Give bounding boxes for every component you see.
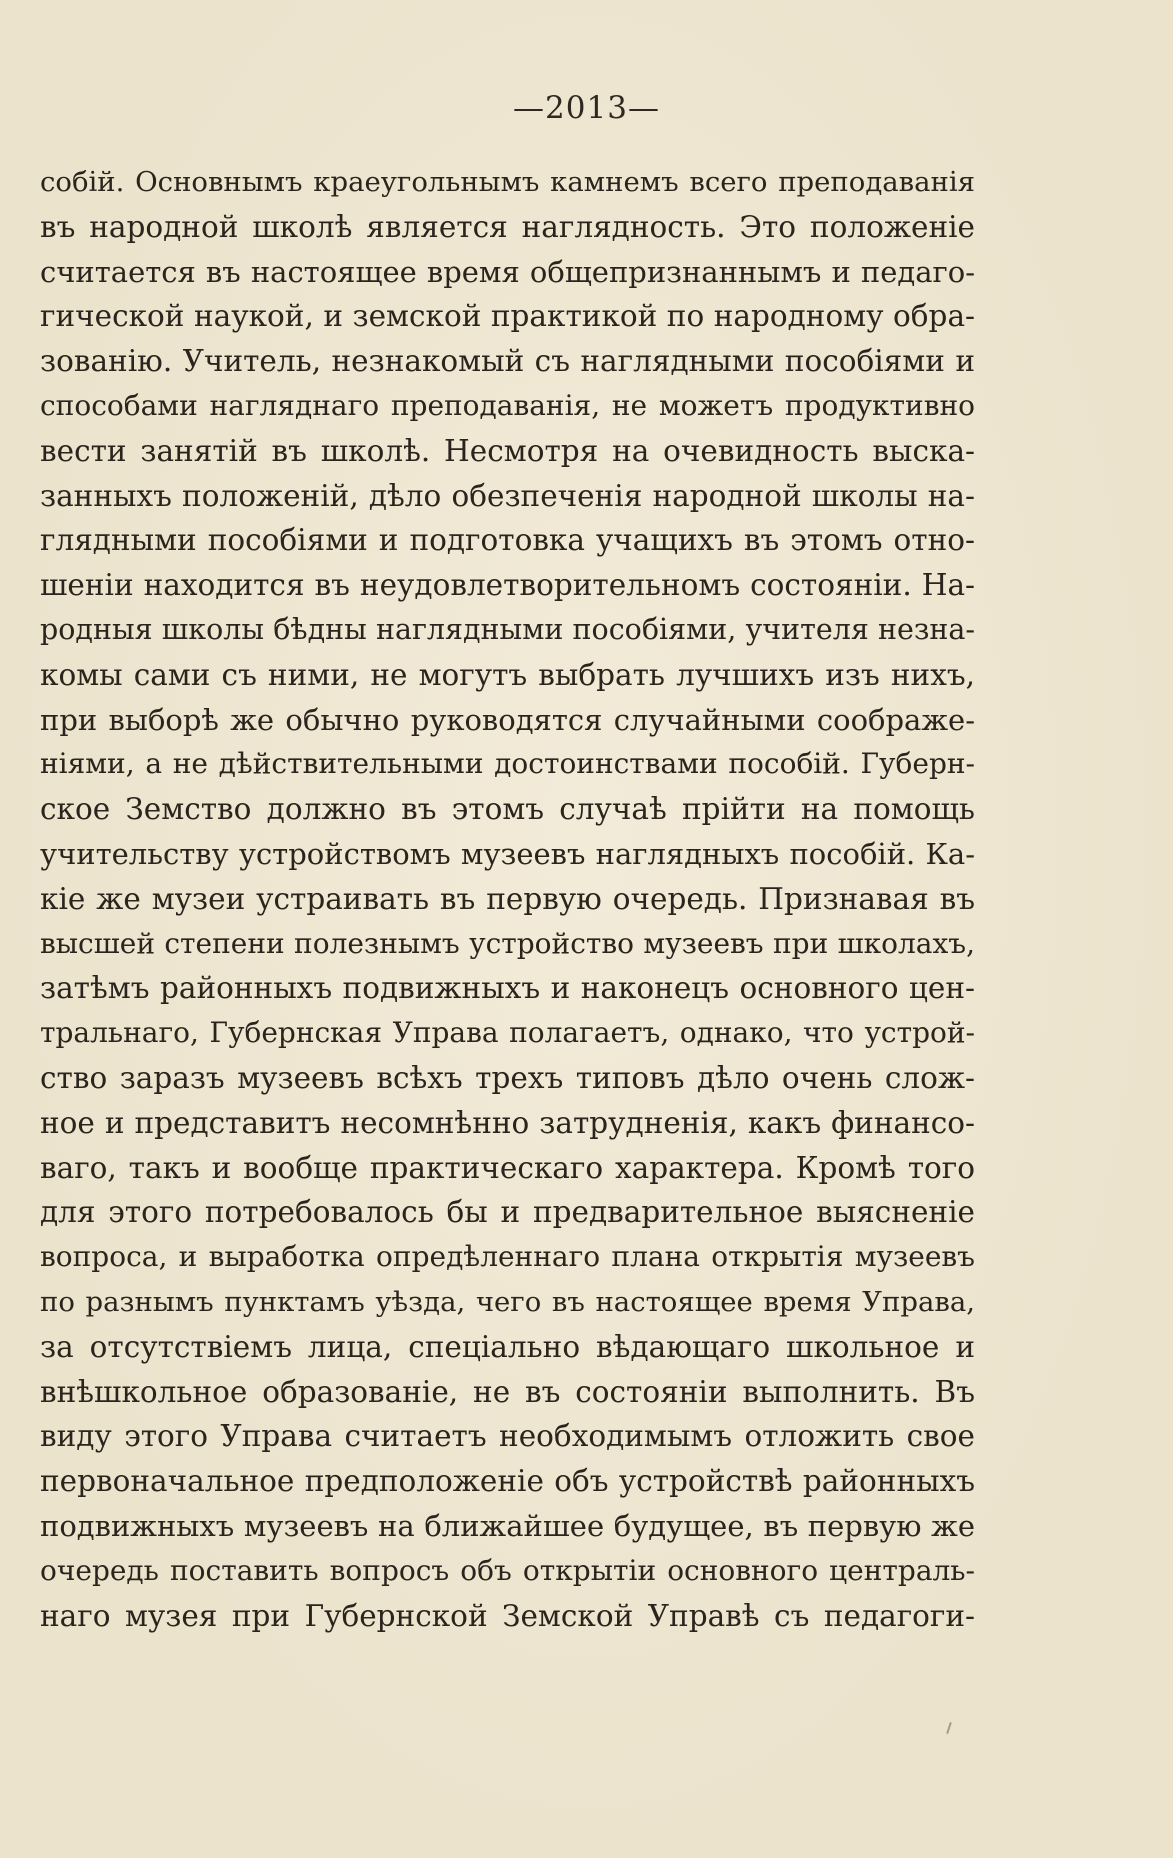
text-line: внѣшкольное образованіе, не въ состояніи выполнить. Въ xyxy=(40,1374,975,1409)
text-line: гической наукой, и земской практикой по народному обра- xyxy=(40,299,975,334)
text-line: ваго, такъ и вообще практическаго характера. Кромѣ того xyxy=(40,1150,975,1185)
text-line: очередь поставить вопросъ объ открытіи основного централь- xyxy=(40,1553,975,1587)
text-line: вопроса, и выработка опредѣленнаго плана открытія музеевъ xyxy=(40,1240,975,1274)
text-line: шеніи находится въ неудовлетворительномъ состояніи. На- xyxy=(40,568,975,603)
text-line: затѣмъ районныхъ подвижныхъ и наконецъ основного цен- xyxy=(40,971,975,1006)
text-line: считается въ настоящее время общепризнаннымъ и педаго- xyxy=(40,254,975,289)
text-line: ство заразъ музеевъ всѣхъ трехъ типовъ дѣло очень слож- xyxy=(40,1060,975,1095)
text-line: высшей степени полезнымъ устройство музеевъ при школахъ, xyxy=(40,926,975,960)
text-line: въ народной школѣ является наглядность. Это положеніе xyxy=(40,209,975,244)
page-number: —2013— xyxy=(513,90,660,126)
text-line: первоначальное предположеніе объ устройствѣ районныхъ xyxy=(40,1464,975,1499)
text-line: занныхъ положеній, дѣло обезпеченія народной школы на- xyxy=(40,478,975,513)
text-line: виду этого Управа считаетъ необходимымъ отложить свое xyxy=(40,1419,975,1454)
text-line: ніями, а не дѣйствительными достоинствами пособій. Губерн- xyxy=(40,747,975,781)
text-line: собій. Основнымъ краеугольнымъ камнемъ всего преподаванія xyxy=(40,166,975,198)
text-line: ское Земство должно въ этомъ случаѣ прійти на помощь xyxy=(40,792,975,827)
text-line: ное и представитъ несомнѣнно затрудненія, какъ финансо- xyxy=(40,1105,975,1140)
text-line: кіе же музеи устраивать въ первую очередь. Признавая въ xyxy=(40,881,975,916)
paper-speck xyxy=(946,1722,952,1734)
text-line: для этого потребовалось бы и предварительное выясненіе xyxy=(40,1195,975,1230)
text-line: способами нагляднаго преподаванія, не можетъ продуктивно xyxy=(40,388,975,422)
text-line: учительству устройствомъ музеевъ наглядныхъ пособій. Ка- xyxy=(40,836,975,871)
text-line: наго музея при Губернской Земской Управѣ съ педагоги- xyxy=(40,1598,975,1633)
text-line: вести занятій въ школѣ. Несмотря на очевидность выска- xyxy=(40,433,975,468)
text-line: глядными пособіями и подготовка учащихъ въ этомъ отно- xyxy=(40,523,975,558)
text-line: зованію. Учитель, незнакомый съ наглядными пособіями и xyxy=(40,344,975,379)
text-line: за отсутствіемъ лица, спеціально вѣдающаго школьное и xyxy=(40,1329,975,1364)
text-line: комы сами съ ними, не могутъ выбрать лучшихъ изъ нихъ, xyxy=(40,657,975,692)
text-line: подвижныхъ музеевъ на ближайшее будущее, въ первую же xyxy=(40,1508,975,1543)
body-text xyxy=(40,160,975,1638)
text-line: при выборѣ же обычно руководятся случайными соображе- xyxy=(40,702,975,737)
text-line: по разнымъ пунктамъ уѣзда, чего въ настоящее время Управа, xyxy=(40,1285,975,1318)
text-line: родныя школы бѣдны наглядными пособіями, учителя незна- xyxy=(40,612,975,646)
text-line: тральнаго, Губернская Управа полагаетъ, однако, что устрой- xyxy=(40,1016,975,1050)
